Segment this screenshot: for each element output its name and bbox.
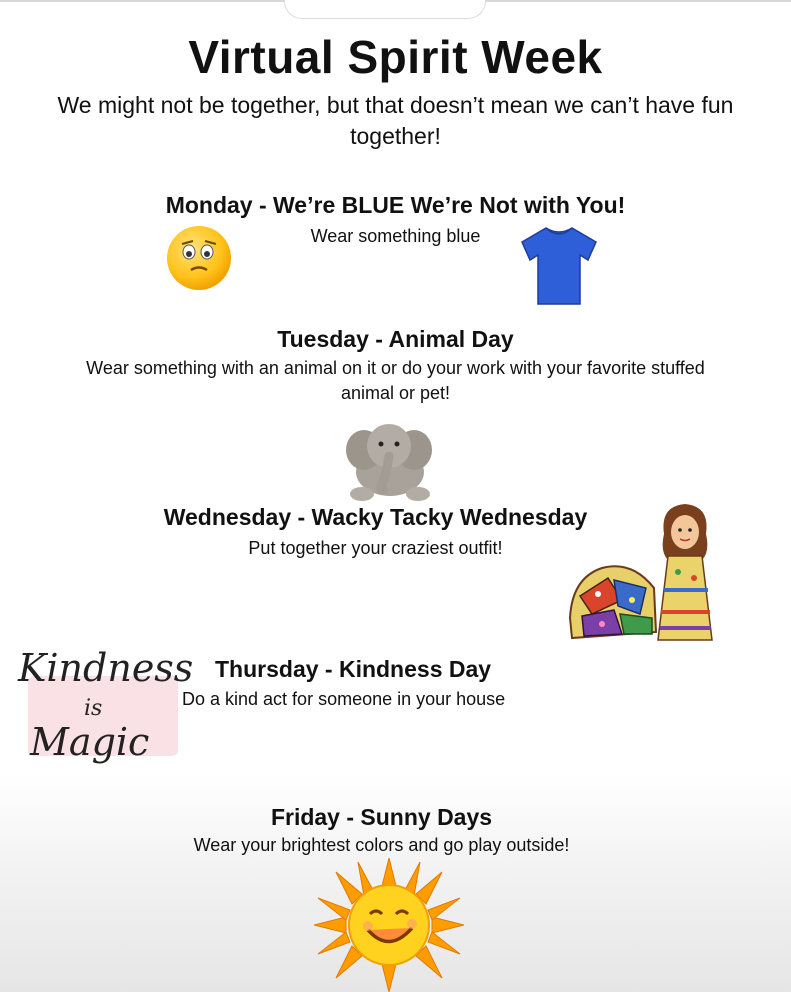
monday-title: Monday - We’re BLUE We’re Not with You! [165,192,626,218]
friday-title: Friday - Sunny Days [270,804,493,830]
is-script-text: is [84,696,103,721]
blue-tshirt-icon [516,222,602,308]
friday-description: Wear your brightest colors and go play outside! [193,835,570,855]
thursday-description: Do a kind act for someone in your house [182,689,506,709]
girl-in-outfit-icon [650,500,720,644]
tuesday-title: Tuesday - Animal Day [277,326,514,352]
phone-notch [284,0,486,19]
sad-face-icon [163,222,235,294]
thursday-title: Thursday - Kindness Day [215,656,492,682]
wednesday-title: Wednesday - Wacky Tacky Wednesday [163,504,588,530]
magic-script-text: Magic [30,720,150,764]
kindness-is-magic-graphic [14,640,194,780]
wednesday-description: Put together your craziest outfit! [248,538,503,558]
stuffed-elephant-icon [334,406,444,504]
crazy-clothes-icon [562,548,662,644]
tuesday-description: Wear something with an animal on it or do your work with your favorite stuffed animal or pet! [86,358,705,403]
page-title: Virtual Spirit Week [188,31,603,83]
smiling-sun-icon [314,858,464,992]
page-subtitle: We might not be together, but that doesn’t mean we can’t have fun together! [57,92,734,149]
monday-description: Wear something blue [310,226,481,246]
kindness-script-text: Kindness [18,646,194,690]
